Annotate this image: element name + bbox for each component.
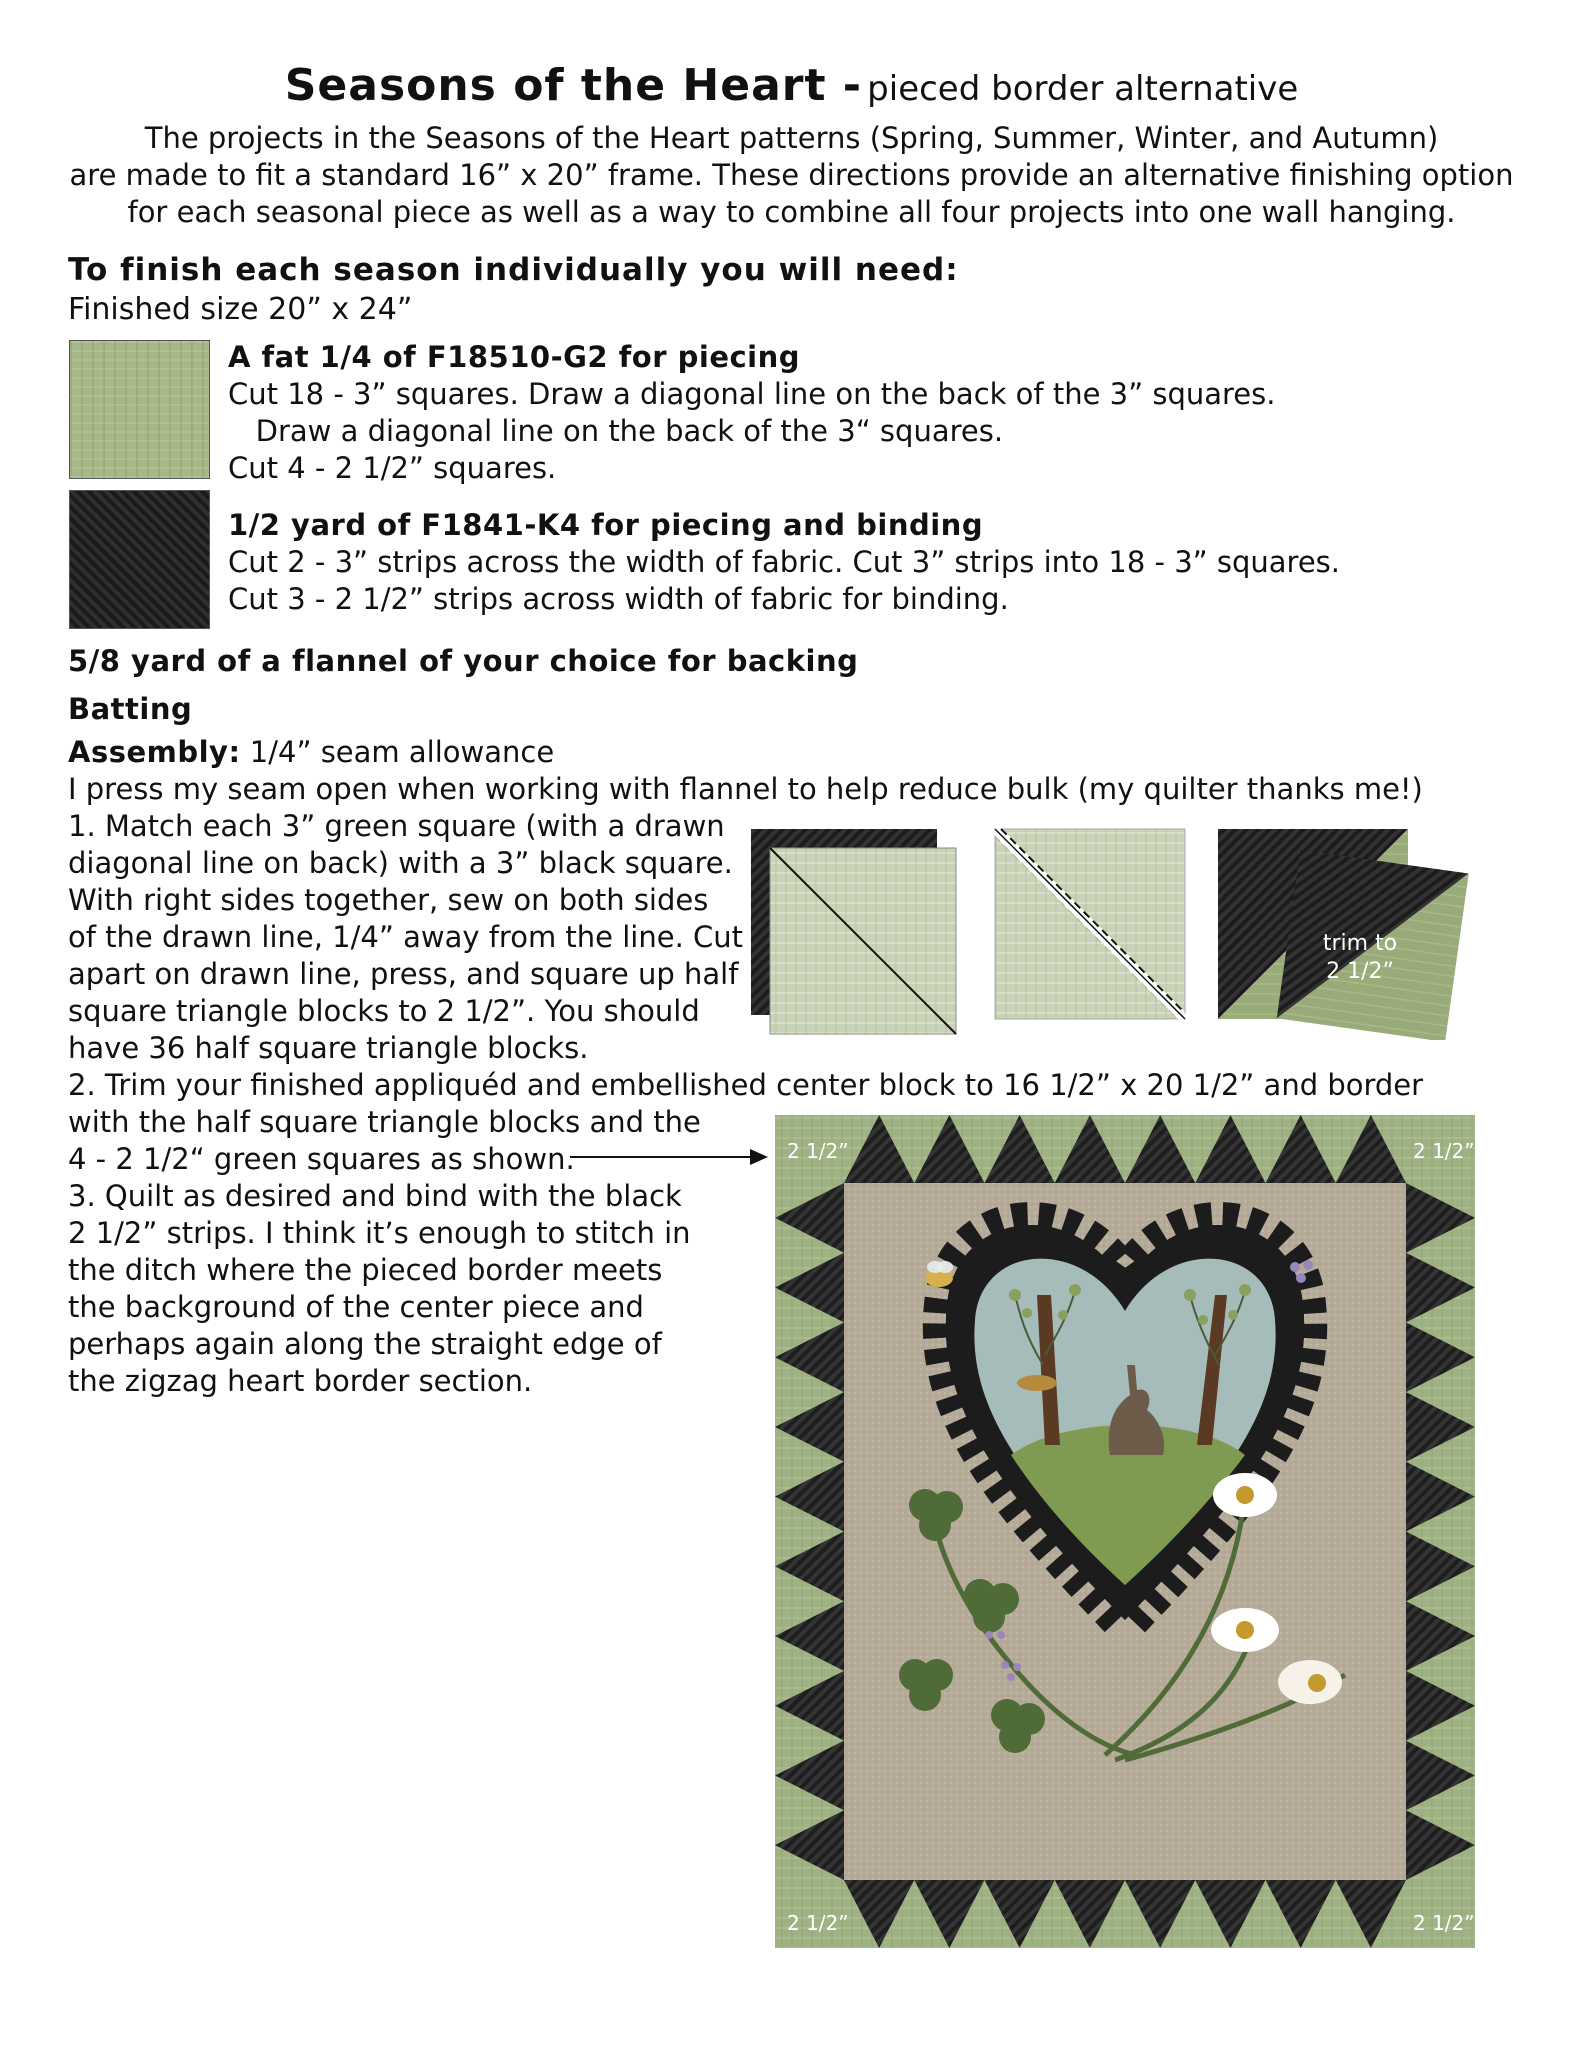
step1-line: 1. Match each 3” green square (with a drawn bbox=[68, 809, 725, 843]
black-fabric-swatch bbox=[69, 490, 210, 629]
needs-heading: To finish each season individually you will need: bbox=[68, 252, 959, 288]
fabric-line: Draw a diagonal line on the back of the 3“ squares. bbox=[228, 414, 1004, 448]
assembly-heading-line bbox=[68, 734, 1423, 771]
step2-line: 4 - 2 1/2“ green squares as shown. bbox=[68, 1142, 575, 1176]
backing-requirement: 5/8 yard of a flannel of your choice for backing bbox=[68, 644, 859, 678]
intro-line: are made to fit a standard 16” x 20” frame. These directions provide an alternative finishing option bbox=[69, 158, 1514, 192]
step1-line: of the drawn line, 1/4” away from the line. Cut bbox=[68, 920, 744, 954]
step1-line: apart on drawn line, press, and square up half bbox=[68, 957, 739, 991]
trim-label-line1: trim to bbox=[1322, 931, 1398, 956]
intro-line: The projects in the Seasons of the Heart patterns (Spring, Summer, Winter, and Autumn) bbox=[144, 121, 1439, 155]
fabric-line: Cut 4 - 2 1/2” squares. bbox=[228, 451, 557, 485]
batting-requirement: Batting bbox=[68, 692, 193, 726]
step3-line: perhaps again along the straight edge of bbox=[68, 1327, 662, 1361]
bird-nest bbox=[1017, 1375, 1057, 1391]
step3-line: 3. Quilt as desired and bind with the black bbox=[68, 1179, 682, 1213]
step3-line: the zigzag heart border section. bbox=[68, 1364, 533, 1398]
press-note: I press my seam open when working with flannel to help reduce bulk (my quilter thanks me!) bbox=[68, 772, 1423, 806]
title-sub: pieced border alternative bbox=[867, 69, 1299, 109]
step2-line: with the half square triangle blocks and the bbox=[68, 1105, 701, 1139]
bee-icon bbox=[925, 1261, 953, 1287]
quilt-illustration bbox=[775, 1115, 1475, 1948]
step2-line: 2. Trim your finished appliquéd and embellished center block to 16 1/2” x 20 1/2” and border bbox=[68, 1068, 1424, 1102]
fabric-line: Cut 18 - 3” squares. Draw a diagonal line on the back of the 3” squares. bbox=[228, 377, 1276, 411]
fabric-green-name: A fat 1/4 of F18510-G2 for piecing bbox=[228, 340, 801, 374]
step1-line: have 36 half square triangle blocks. bbox=[68, 1031, 589, 1065]
step3-line: the background of the center piece and bbox=[68, 1290, 644, 1324]
corner-label-br: 2 1/2” bbox=[1413, 1911, 1475, 1935]
corner-label-bl: 2 1/2” bbox=[787, 1911, 849, 1935]
corner-label-tr: 2 1/2” bbox=[1413, 1139, 1475, 1163]
fabric-black-details bbox=[228, 507, 1340, 618]
assembly-label: Assembly: bbox=[68, 735, 241, 769]
intro-line: for each seasonal piece as well as a way to combine all four projects into one wall hanging. bbox=[127, 195, 1456, 229]
step1-line: diagonal line on back) with a 3” black square. bbox=[68, 846, 733, 880]
intro-paragraph bbox=[40, 120, 1543, 231]
fabric-line: Cut 3 - 2 1/2” strips across width of fabric for binding. bbox=[228, 582, 1009, 616]
green-fabric-swatch bbox=[69, 340, 210, 479]
step3-line: the ditch where the pieced border meets bbox=[68, 1253, 663, 1287]
fabric-line: Cut 2 - 3” strips across the width of fabric. Cut 3” strips into 18 - 3” squares. bbox=[228, 545, 1341, 579]
page-title bbox=[0, 60, 1583, 111]
assembly-seam: 1/4” seam allowance bbox=[240, 735, 555, 769]
fabric-green-details bbox=[228, 339, 1275, 487]
title-main: Seasons of the Heart - bbox=[284, 60, 863, 111]
finished-size: Finished size 20” x 24” bbox=[68, 292, 413, 327]
corner-label-tl: 2 1/2” bbox=[787, 1139, 849, 1163]
step3-line: 2 1/2” strips. I think it’s enough to stitch in bbox=[68, 1216, 691, 1250]
step1-line: square triangle blocks to 2 1/2”. You should bbox=[68, 994, 700, 1028]
trim-label-line2: 2 1/2” bbox=[1326, 959, 1394, 984]
arrow-icon bbox=[570, 1145, 770, 1169]
hst-diagram bbox=[750, 820, 1480, 1040]
step1-line: With right sides together, sew on both sides bbox=[68, 883, 709, 917]
fabric-black-name: 1/2 yard of F1841-K4 for piecing and binding bbox=[228, 508, 984, 542]
